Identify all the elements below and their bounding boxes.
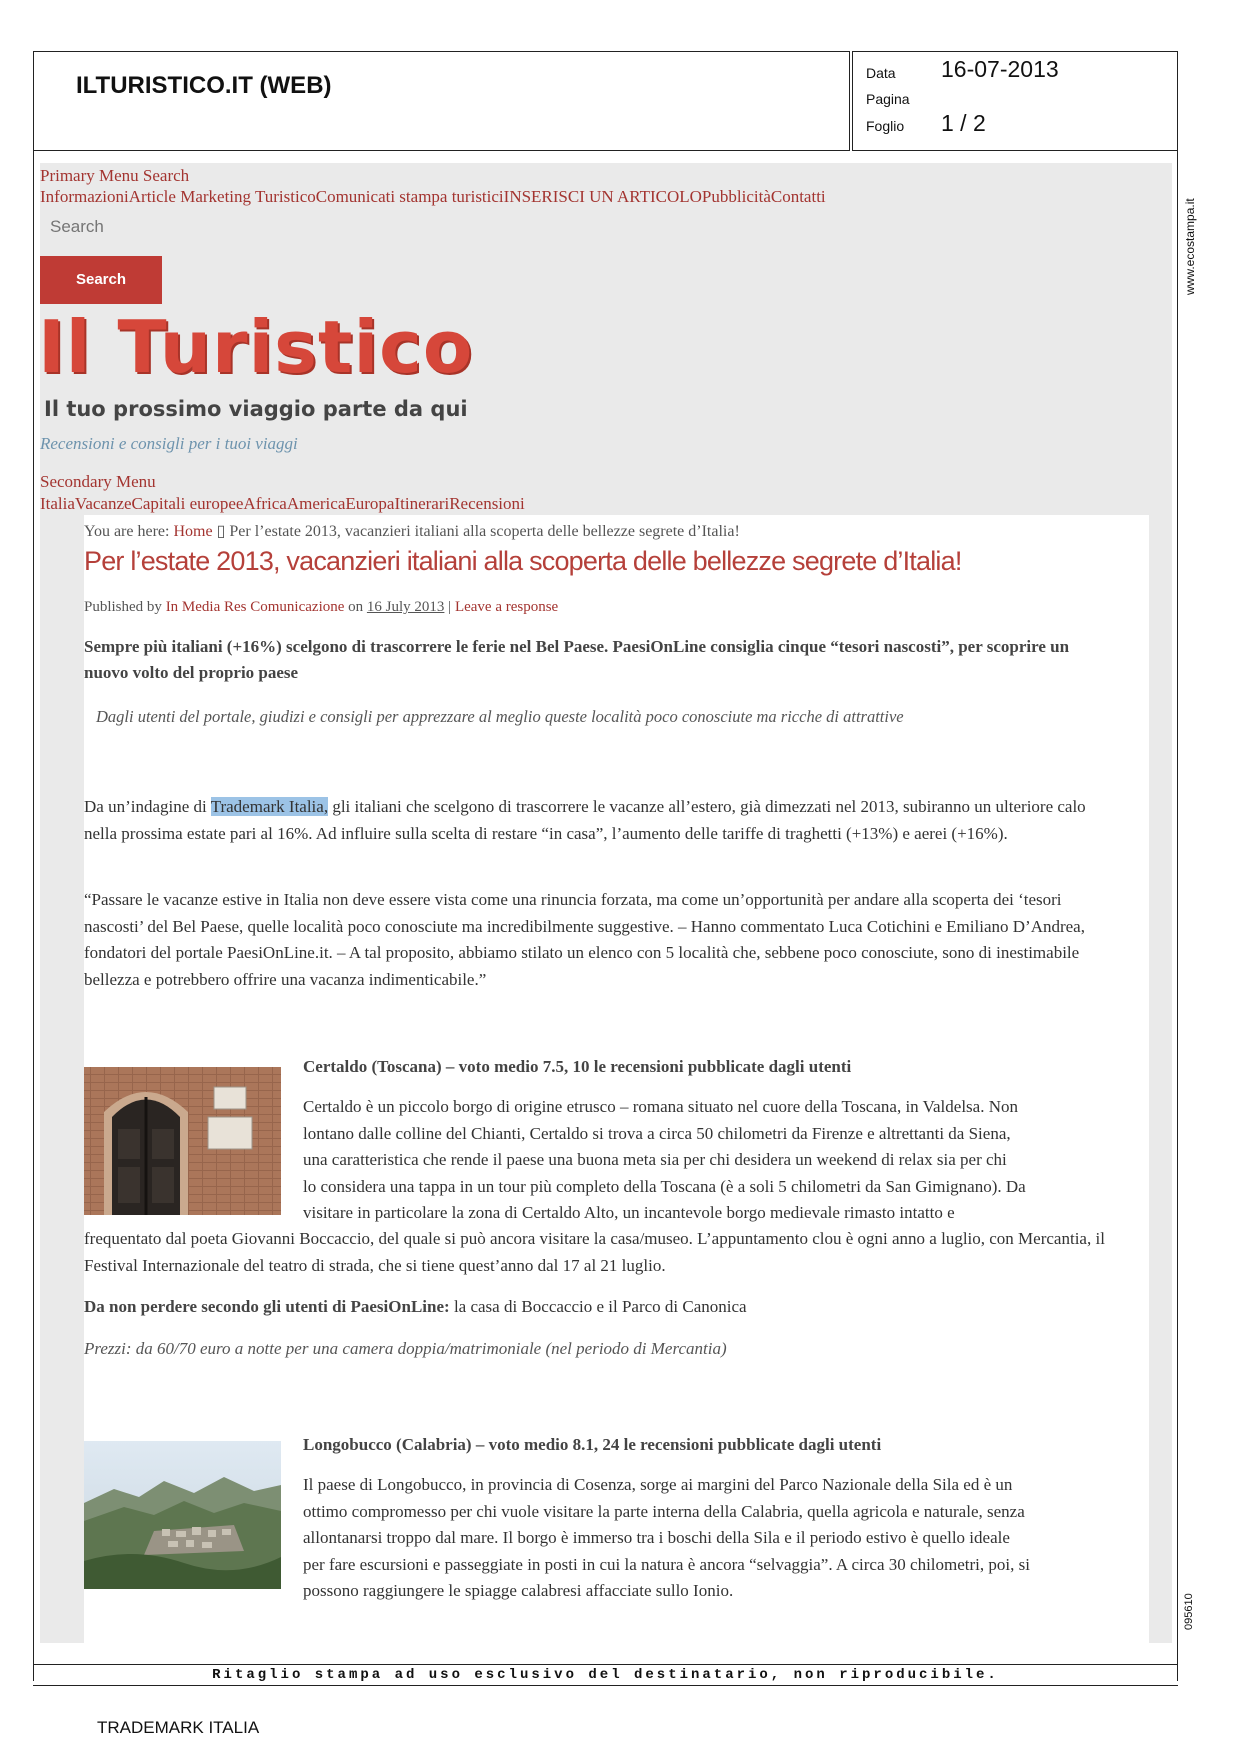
menu-item-pubblicita[interactable]: Pubblicità — [701, 187, 771, 206]
certaldo-line: una caratteristica che rende il paese una buona meta sia per chi desidera un weekend di relax sia per chi — [303, 1150, 1007, 1169]
certaldo-line: lo considera una tappa in un tour più completo della Toscana (è a soli 5 chilometri da San Gimignano). Da — [303, 1176, 1026, 1196]
post-date: 16 July 2013 — [366, 599, 445, 615]
p1-text-before: Da un’indagine di — [84, 797, 211, 816]
site-description: Recensioni e consigli per i tuoi viaggi — [40, 434, 298, 453]
highlighted-term: Trademark Italia, — [210, 797, 329, 816]
primary-menu-label[interactable]: Primary Menu Search — [40, 166, 190, 185]
nav-recensioni[interactable]: Recensioni — [449, 494, 525, 513]
highlights-text: la casa di Boccaccio e il Parco di Canonica — [449, 1297, 747, 1316]
secondary-menu-label[interactable]: Secondary Menu — [40, 472, 156, 491]
article-subtitle: Dagli utenti del portale, giudizi e consigli per apprezzare al meglio queste località poco conosciute ma ricche di attrattive — [96, 707, 904, 726]
menu-item-comunicati[interactable]: Comunicati stampa turistici — [315, 187, 504, 206]
breadcrumb-home[interactable]: Home — [173, 523, 213, 540]
foglio-label: Foglio — [866, 118, 905, 134]
menu-item-contatti[interactable]: Contatti — [770, 187, 826, 206]
ecostampa-watermark: www.ecostampa.it — [1183, 198, 1197, 295]
paragraph-1 — [84, 794, 1119, 847]
certaldo-line: visitare in particolare la zona di Certaldo Alto, un incantevole borgo medievale rimasto intatto e — [303, 1203, 955, 1222]
breadcrumb-prefix: You are here: — [84, 523, 170, 540]
breadcrumb-current: Per l’estate 2013, vacanzieri italiani alla scoperta delle bellezze segrete d’Italia! — [229, 523, 740, 540]
nav-vacanze[interactable]: Vacanze — [74, 494, 132, 513]
section-longobucco-title: Longobucco (Calabria) – voto medio 8.1, 24 le recensioni pubblicate dagli utenti — [303, 1435, 882, 1454]
section-certaldo-title: Certaldo (Toscana) – voto medio 7.5, 10 le recensioni pubblicate dagli utenti — [303, 1057, 852, 1076]
certaldo-line: lontano dalle colline del Chianti, Certaldo si trova a circa 50 chilometri da Firenze e altrettanti da Siena, — [303, 1123, 1011, 1143]
nav-europa[interactable]: Europa — [345, 494, 395, 513]
menu-item-article-marketing[interactable]: Article Marketing Turistico — [128, 187, 316, 206]
logo-tagline: Il tuo prossimo viaggio parte da qui — [44, 397, 468, 421]
certaldo-highlights — [84, 1294, 1119, 1321]
clipping-header — [33, 51, 850, 151]
nav-italia[interactable]: Italia — [40, 494, 75, 513]
clipping-notice: Ritaglio stampa ad uso esclusivo del destinatario, non riproducibile. — [33, 1664, 1178, 1686]
menu-item-inserisci[interactable]: INSERISCI UN ARTICOLO — [503, 187, 702, 206]
search-input[interactable] — [40, 211, 440, 243]
on-word: on — [348, 599, 364, 615]
pagina-label: Pagina — [866, 91, 910, 107]
paragraph-2: “Passare le vacanze estive in Italia non deve essere vista come una rinuncia forzata, ma come un’opportunità per andare alla scoperta dei ‘tesori nascosti’ del Bel Paese, quelle località poco conosciute ma incredibilmente suggestive. – Hanno commentato Luca Cotichini e Emiliano D’Andrea, fondatori del portale PaesiOnLine.it. – A tal proposito, abbiamo stilato un elenco con 5 località che, sebbene poco conosciute, sono di inestimabile bellezza e potrebbero offrire una vacanza indimenticabile.” — [84, 890, 1085, 989]
data-value: 16-07-2013 — [941, 56, 1059, 82]
clipping-code: 095610 — [1183, 1593, 1195, 1630]
nav-capitali-europee[interactable]: Capitali europee — [131, 494, 244, 513]
nav-africa[interactable]: Africa — [243, 494, 287, 513]
search-button[interactable]: Search — [40, 256, 162, 304]
menu-item-informazioni[interactable]: Informazioni — [40, 187, 129, 206]
author-link[interactable]: In Media Res Comunicazione — [165, 599, 345, 615]
primary-menu — [40, 187, 826, 207]
longobucco-line: ottimo compromesso per chi vuole visitare la parte interna della Calabria, quella agricola e naturale, senza — [303, 1501, 1025, 1521]
nav-america[interactable]: America — [286, 494, 346, 513]
highlights-label: Da non perdere secondo gli utenti di PaesiOnLine: — [84, 1297, 450, 1316]
publication-name: ILTURISTICO.IT (WEB) — [76, 72, 332, 99]
clipping-meta — [852, 51, 1178, 151]
article-title: Per l’estate 2013, vacanzieri italiani alla scoperta delle bellezze segrete d’Italia! — [84, 546, 962, 576]
longobucco-line: possono raggiungere le spiagge calabresi affacciate sullo Ionio. — [303, 1581, 734, 1600]
meta-separator: | — [448, 599, 452, 615]
breadcrumb-separator: ▯ — [216, 523, 226, 540]
breadcrumb — [84, 521, 740, 541]
data-label: Data — [866, 65, 896, 81]
published-by: Published by — [84, 599, 162, 615]
certaldo-line: Certaldo è un piccolo borgo di origine etrusco – romana situato nel cuore della Toscana, in Valdelsa. Non — [303, 1097, 1018, 1116]
post-meta — [84, 599, 558, 616]
certaldo-text-rest: frequentato dal poeta Giovanni Boccaccio, del quale si può ancora visitare la casa/museo. L’appuntamento clou è ogni anno a luglio, con Mercantia, il Festival Internazionale del teatro di strada, che si tiene quest’anno dal 17 al 21 luglio. — [84, 1229, 1105, 1275]
site-logo[interactable]: Il Turistico — [38, 305, 474, 389]
certaldo-text — [303, 1094, 1026, 1227]
p1-text-after: gli italiani che scelgono di trascorrere le vacanze all’estero, già dimezzati nel 2013, subiranno un ulteriore calo nella prossima estate pari al 16%. Ad influire sulla scelta di restare “in casa”, l’aumento delle tariffe di traghetti (+13%) e aerei (+16%). — [84, 797, 1086, 843]
longobucco-text — [303, 1472, 1030, 1605]
leave-response-link[interactable]: Leave a response — [454, 599, 559, 615]
foglio-value: 1 / 2 — [941, 110, 986, 136]
nav-itinerari[interactable]: Itinerari — [394, 494, 450, 513]
certaldo-prices: Prezzi: da 60/70 euro a notte per una camera doppia/matrimoniale (nel periodo di Mercantia) — [84, 1339, 727, 1358]
longobucco-line: per fare escursioni e passeggiate in posti in cui la natura è ancora “selvaggia”. A circa 30 chilometri, poi, si — [303, 1554, 1030, 1574]
article-lead: Sempre più italiani (+16%) scelgono di trascorrere le ferie nel Bel Paese. PaesiOnLine consiglia cinque “tesori nascosti”, per scoprire un nuovo volto del proprio paese — [84, 637, 1070, 682]
certaldo-photo — [84, 1067, 281, 1215]
secondary-menu — [40, 494, 525, 514]
longobucco-photo — [84, 1441, 281, 1589]
clipping-source: TRADEMARK ITALIA — [97, 1718, 260, 1737]
longobucco-line: allontanarsi troppo dal mare. Il borgo è immerso tra i boschi della Sila e il periodo estivo è quello ideale — [303, 1528, 1010, 1547]
longobucco-line: Il paese di Longobucco, in provincia di Cosenza, sorge ai margini del Parco Nazionale della Sila ed è un — [303, 1475, 1013, 1494]
